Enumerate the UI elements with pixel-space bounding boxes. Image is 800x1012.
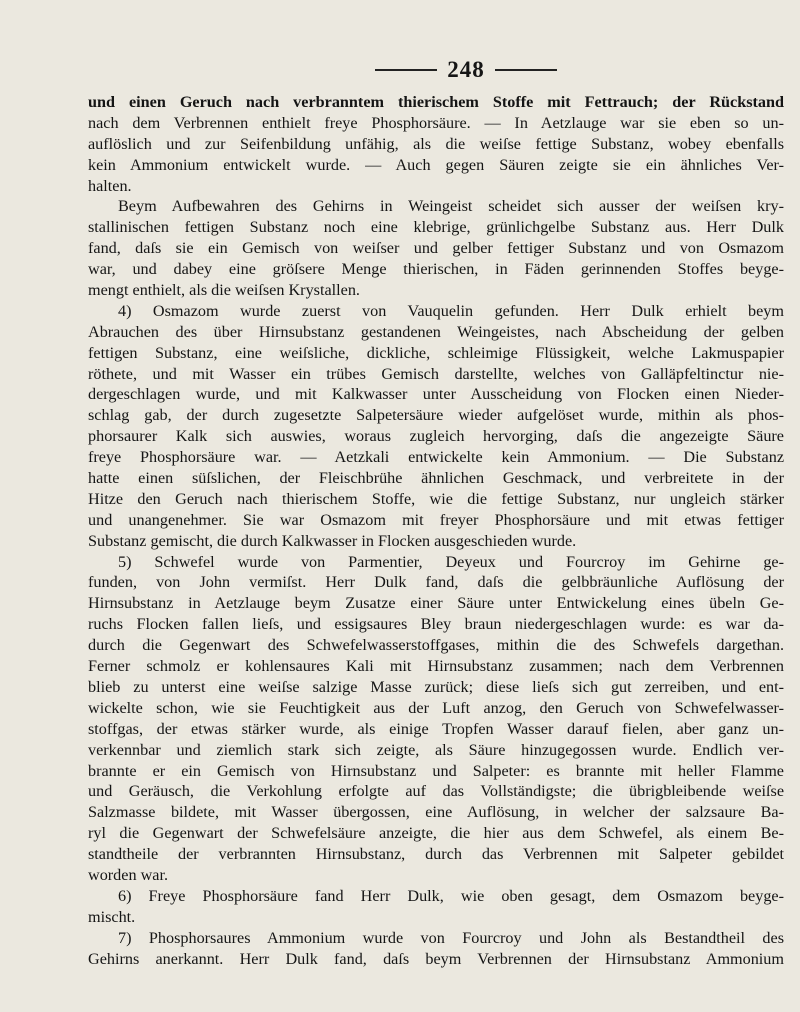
text-line: Hirnsubstanz in Aetzlauge beym Zusatze einer Säure unter Entwickelung eines übeln Ge- [88,594,784,613]
text-line: ruchs Flocken fallen lieſs, und essigsaures Bley braun niedergeschlagen wurde: es war da- [88,615,784,634]
text-line: funden, von John vermiſst. Herr Dulk fand, daſs die gelbbräunliche Auflösung der [88,573,784,592]
text-line: halten. [88,176,132,195]
text-line: 5) Schwefel wurde von Parmentier, Deyeux und Fourcroy im Gehirne ge- [118,552,784,571]
page-header [148,52,784,88]
text-line: stoffgas, der etwas stärker wurde, als einige Tropfen Wasser darauf fielen, aber ganz un- [88,719,784,738]
text-line: schlag gab, der durch zugesetzte Salpetersäure wieder aufgelöset wurde, mithin als phos- [88,406,784,425]
header-rule-left [375,69,437,71]
text-line: fettigen Substanz, eine weiſsliche, dickliche, schleimige Flüssigkeit, welche Lakmuspapier [88,343,784,362]
text-line: Ferner schmolz er kohlensaures Kali mit Hirnsubstanz zusammen; nach dem Verbrennen [88,657,784,676]
text-line: Abrauchen des über Hirnsubstanz gestandenen Weingeistes, nach Abscheidung der gelben [88,322,784,341]
text-line: wickelte schon, wie sie Feuchtigkeit aus der Luft anzog, den Geruch von Schwefelwasser- [88,698,784,717]
text-line: Hitze den Geruch nach thierischem Stoffe, wie die fettige Substanz, nur ungleich stärker [88,489,784,508]
text-line: stallinischen fettigen Substanz noch eine klebrige, grünlichgelbe Substanz aus. Herr Dulk [88,218,784,237]
text-line: und Geräusch, die Verkohlung erfolgte auf das Vollständigste; die übrigbleibende weiſse [88,782,784,801]
text-line: phorsaurer Kalk sich auswies, woraus zugleich hervorging, daſs die angezeigte Säure [88,427,784,446]
text-line: worden war. [88,865,169,884]
text-line: röthete, und mit Wasser ein trübes Gemisch darstellte, welches von Galläpfeltinctur nie- [88,364,784,383]
text-line: dergeschlagen wurde, und mit Kalkwasser unter Ausscheidung von Flocken einen Nieder- [88,385,784,404]
text-line: freye Phosphorsäure war. — Aetzkali entwickelte kein Ammonium. — Die Substanz [88,448,784,467]
text-line: durch die Gegenwart des Schwefelwasserstoffgases, mithin die des Schwefels dargethan. [88,636,784,655]
text-line: Beym Aufbewahren des Gehirns in Weingeist scheidet sich ausser der weiſsen kry- [118,197,784,216]
text-line: Gehirns anerkannt. Herr Dulk fand, daſs beym Verbrennen der Hirnsubstanz Ammonium [88,949,784,968]
text-line: mischt. [88,907,136,926]
header-rule-right [495,69,557,71]
text-line: fand, daſs sie ein Gemisch von weiſser und gelber fettiger Substanz und von Osmazom [88,239,784,258]
text-line: nach dem Verbrennen enthielt freye Phosphorsäure. — In Aetzlauge war sie eben so un- [88,113,784,132]
text-line: Salzmasse bildete, mit Wasser übergossen, eine Auflösung, in welcher der salzsaure Ba- [88,803,784,822]
text-line: 4) Osmazom wurde zuerst von Vauquelin gefunden. Herr Dulk erhielt beym [118,301,784,320]
text-line: hatte einen süſslichen, der Fleischbrühe ähnlichen Geschmack, und verbreitete in der [88,469,784,488]
body-text [88,92,784,969]
text-line: und einen Geruch nach verbranntem thierischem Stoffe mit Fettrauch; der Rückstand [88,93,784,111]
text-line: und unangenehmer. Sie war Osmazom mit freyer Phosphorsäure und mit etwas fettiger [88,510,784,529]
text-line: ryl die Gegenwart der Schwefelsäure anzeigte, die hier aus dem Schwefel, als einem Be- [88,824,784,843]
text-line: standtheile der verbrannten Hirnsubstanz, durch das Verbrennen mit Salpeter gebildet [88,845,784,864]
text-line: verkennbar und ziemlich stark sich zeigte, als Säure hinzugegossen wurde. Endlich ver- [88,740,784,759]
text-line: mengt enthielt, als die weiſsen Krystallen. [88,281,360,300]
text-line: war, und dabey eine gröſsere Menge thierischen, in Fäden gerinnenden Stoffes beyge- [88,260,784,279]
text-line: brannte er ein Gemisch von Hirnsubstanz und Salpeter: es brannte mit heller Flamme [88,761,784,780]
text-line: auflöslich und zur Seifenbildung unfähig, als die weiſse fettige Substanz, wobey ebenfalls [88,134,784,153]
text-line: 7) Phosphorsaures Ammonium wurde von Fourcroy und John als Bestandtheil des [118,928,784,947]
page-number: 248 [447,57,485,82]
text-line: 6) Freye Phosphorsäure fand Herr Dulk, wie oben gesagt, dem Osmazom beyge- [118,886,784,905]
text-line: blieb zu unterst eine weiſse salzige Masse zurück; diese lieſs sich gut zerreiben, und ent- [88,677,784,696]
text-line: kein Ammonium entwickelt wurde. — Auch gegen Säuren zeigte sie ein ähnliches Ver- [88,155,784,174]
text-line: Substanz gemischt, die durch Kalkwasser in Flocken ausgeschieden wurde. [88,531,577,550]
